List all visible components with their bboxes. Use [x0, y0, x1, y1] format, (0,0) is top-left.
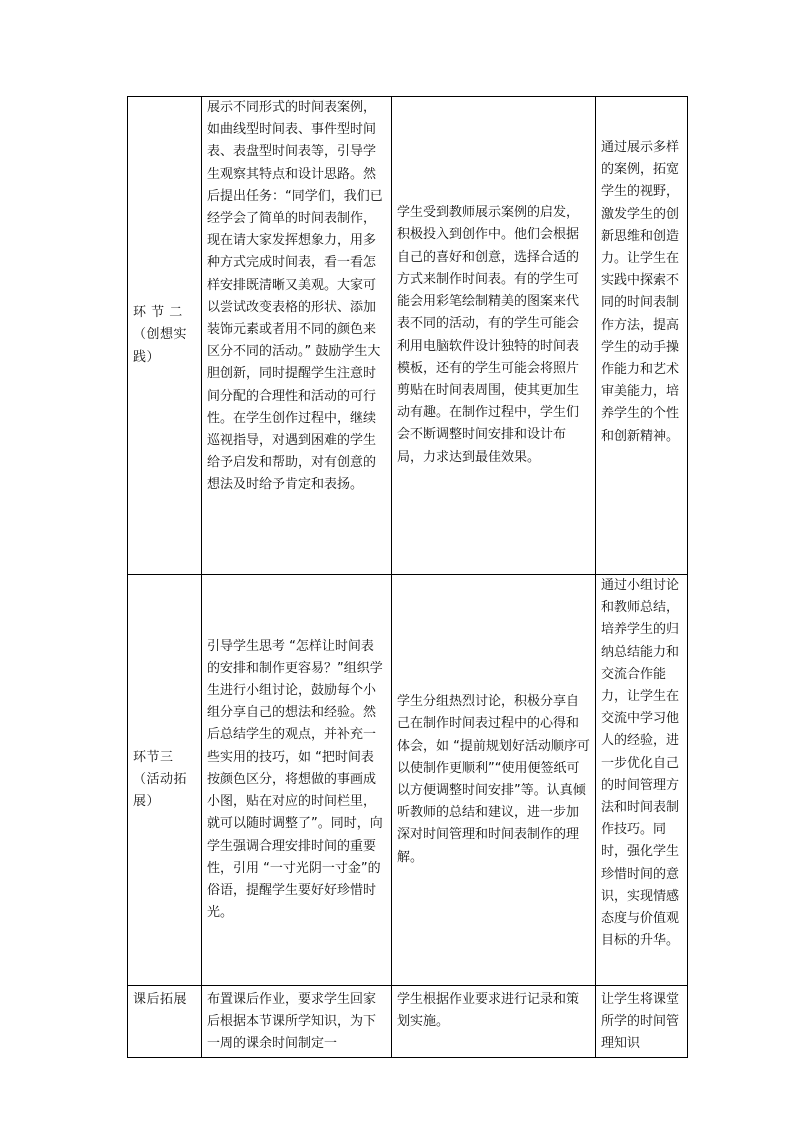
lesson-plan-table: [127, 96, 688, 1058]
stage-cell: 环节三（活动拓展）: [128, 575, 202, 986]
design-intent-cell: 让学生将课堂所学的时间管理知识: [596, 986, 688, 1058]
table-row: [128, 97, 688, 575]
table-row: [128, 575, 688, 986]
student-activity-cell: 学生受到教师展示案例的启发，积极投入到创作中。他们会根据自己的喜好和创意，选择合适的方式来制作时间表。有的学生可能会用彩笔绘制精美的图案来代表不同的活动，有的学生可能会利用电脑软件设计独特的时间表模板，还有的学生可能会将照片剪贴在时间表周围，使其更加生动有趣。在制作过程中，学生们会不断调整时间安排和设计布局，力求达到最佳效果。: [392, 97, 596, 575]
teacher-activity-cell: 布置课后作业，要求学生回家后根据本节课所学知识，为下一周的课余时间制定一: [202, 986, 392, 1058]
design-intent-cell: 通过展示多样的案例，拓宽学生的视野，激发学生的创新思维和创造力。让学生在实践中探索不同的时间表制作方法，提高学生的动手操作能力和艺术审美能力，培养学生的个性和创新精神。: [596, 97, 688, 575]
stage-cell: 环 节 二（创想实践）: [128, 97, 202, 575]
design-intent-cell: 通过小组讨论和教师总结，培养学生的归纳总结能力和交流合作能力，让学生在交流中学习他人的经验，进一步优化自己的时间管理方法和时间表制作技巧。同时，强化学生珍惜时间的意识，实现情感态度与价值观目标的升华。: [596, 575, 688, 986]
teacher-activity-cell: 引导学生思考 “怎样让时间表的安排和制作更容易？”组织学生进行小组讨论，鼓励每个小组分享自己的想法和经验。然后总结学生的观点，并补充一些实用的技巧，如 “把时间表按颜色区分，将想做的事画成小图，贴在对应的时间栏里，就可以随时调整了”。同时，向学生强调合理安排时间的重要性，引用 “一寸光阴一寸金”的俗语，提醒学生要好好珍惜时光。: [202, 575, 392, 986]
teacher-activity-cell: 展示不同形式的时间表案例，如曲线型时间表、事件型时间表、表盘型时间表等，引导学生观察其特点和设计思路。然后提出任务：“同学们，我们已经学会了简单的时间表制作，现在请大家发挥想象力，用多种方式完成时间表，看一看怎样安排既清晰又美观。大家可以尝试改变表格的形状、添加装饰元素或者用不同的颜色来区分不同的活动。” 鼓励学生大胆创新，同时提醒学生注意时间分配的合理性和活动的可行性。在学生创作过程中，继续巡视指导，对遇到困难的学生给予启发和帮助，对有创意的想法及时给予肯定和表扬。: [202, 97, 392, 575]
stage-cell: 课后拓展: [128, 986, 202, 1058]
student-activity-cell: 学生分组热烈讨论，积极分享自己在制作时间表过程中的心得和体会，如 “提前规划好活动顺序可以使制作更顺利”“使用便签纸可以方便调整时间安排”等。认真倾听教师的总结和建议，进一步加深对时间管理和时间表制作的理解。: [392, 575, 596, 986]
student-activity-cell: 学生根据作业要求进行记录和策划实施。: [392, 986, 596, 1058]
table-row: [128, 986, 688, 1058]
